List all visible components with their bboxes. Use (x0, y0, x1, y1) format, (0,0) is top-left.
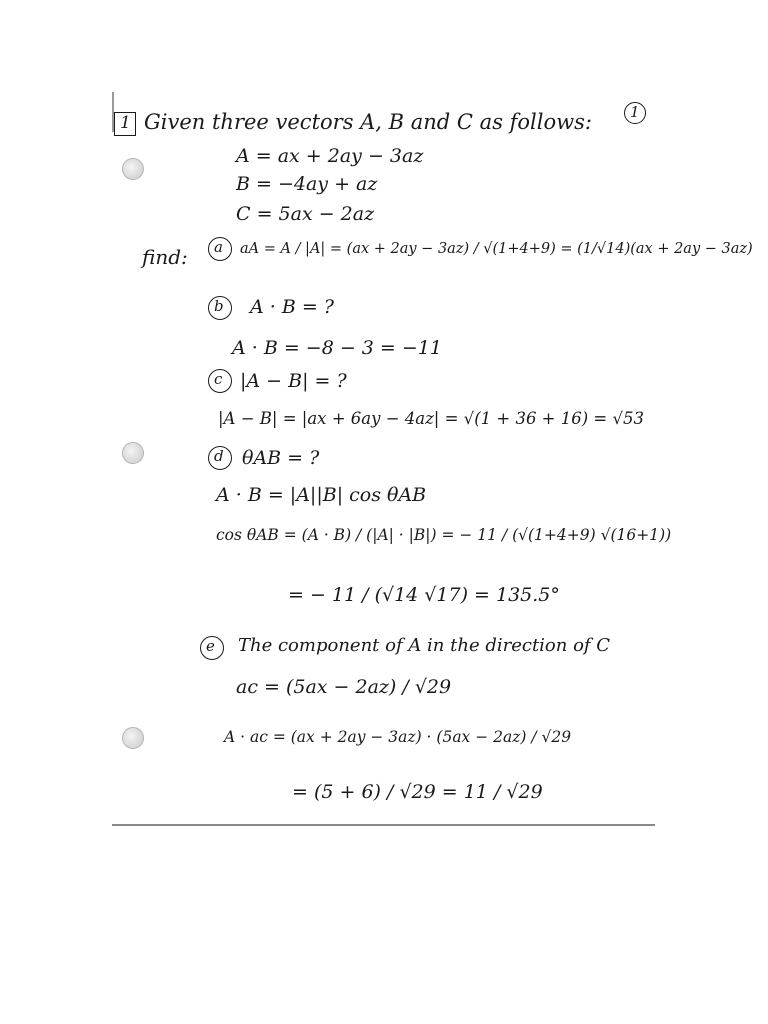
part-d-question: θAB = ? (242, 447, 320, 469)
binder-hole-top (122, 158, 144, 180)
part-b-label: b (214, 297, 224, 315)
given-vector-c: C = 5ax − 2az (236, 203, 375, 225)
part-b-question: A · B = ? (250, 296, 334, 318)
given-vector-b: B = −4ay + az (236, 173, 378, 195)
part-d-line-2: cos θAB = (A · B) / (|A| · |B|) = − 11 / (√(1+4+9) √(16+1)) (216, 526, 672, 544)
binder-hole-bottom (122, 727, 144, 749)
page-number: 1 (630, 103, 640, 121)
part-a-line: aA = A / |A| = (ax + 2ay − 3az) / √(1+4+9) = (1/√14)(ax + 2ay − 3az) (240, 241, 753, 257)
problem-intro: Given three vectors A, B and C as follows: (144, 110, 592, 134)
part-c-question: |A − B| = ? (240, 370, 347, 392)
part-d-line-1: A · B = |A||B| cos θAB (216, 484, 427, 506)
part-b-answer: A · B = −8 − 3 = −11 (232, 337, 442, 359)
given-vector-a: A = ax + 2ay − 3az (236, 145, 424, 167)
part-c-label: c (214, 370, 223, 388)
part-d-label: d (214, 447, 224, 465)
part-c-answer: |A − B| = |ax + 6ay − 4az| = √(1 + 36 + 16) = √53 (218, 409, 645, 428)
part-e-label: e (206, 637, 215, 655)
part-a-label: a (214, 238, 223, 256)
part-d-line-3: = − 11 / (√14 √17) = 135.5° (288, 584, 560, 606)
find-label: find: (142, 245, 188, 269)
part-e-line-2: A · ac = (ax + 2ay − 3az) · (5ax − 2az) / √29 (224, 728, 572, 746)
binder-hole-middle (122, 442, 144, 464)
problem-number: 1 (120, 113, 131, 133)
sheet-bottom-edge (112, 824, 655, 826)
part-e-line-1: ac = (5ax − 2az) / √29 (236, 676, 452, 698)
part-e-question: The component of A in the direction of C (238, 635, 611, 656)
part-e-line-3: = (5 + 6) / √29 = 11 / √29 (292, 781, 543, 803)
